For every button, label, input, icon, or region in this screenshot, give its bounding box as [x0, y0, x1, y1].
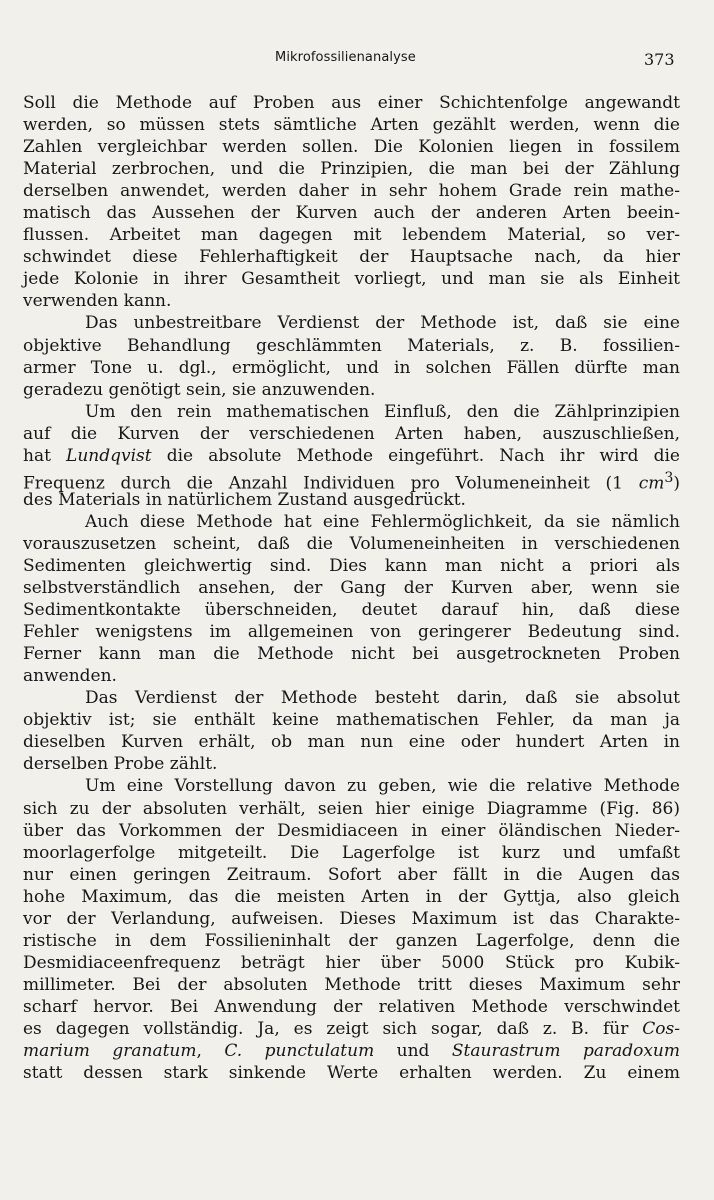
- text-line: sich zu der absoluten verhält, seien hier einige Diagramme (Fig. 86): [23, 798, 680, 819]
- text-line: Sedimentkontakte überschneiden, deutet darauf hin, daß diese: [23, 600, 680, 621]
- text-line: hohe Maximum, das die meisten Arten in der Gyttja, also gleich: [23, 886, 680, 907]
- text-line: anwenden.: [23, 666, 117, 687]
- text-line: jede Kolonie in ihrer Gesamtheit vorliegt, und man sie als Einheit: [23, 269, 680, 290]
- text-line: objektive Behandlung geschlämmten Materials, z. B. fossilien-: [23, 335, 680, 356]
- text-span: ,: [196, 1041, 225, 1062]
- text-line: Das Verdienst der Methode besteht darin, daß sie absolut: [85, 688, 680, 709]
- species-name: C. punctulatum: [224, 1041, 375, 1062]
- text-line: vor der Verlandung, aufweisen. Dieses Maximum ist das Charakte-: [23, 908, 680, 929]
- body-text: [23, 92, 680, 1084]
- text-line: matisch das Aussehen der Kurven auch der anderen Arten beein-: [23, 203, 680, 224]
- text-line: geradezu genötigt sein, sie anzuwenden.: [23, 379, 376, 400]
- page-header: [0, 48, 714, 72]
- text-line: Auch diese Methode hat eine Fehlermöglichkeit, da sie nämlich: [85, 511, 680, 532]
- text-line: Material zerbrochen, und die Prinzipien, die man bei der Zählung: [23, 159, 680, 180]
- text-span: die absolute Methode eingeführt. Nach ihr wird die: [151, 445, 680, 466]
- superscript: 3: [664, 469, 674, 486]
- text-line: Um eine Vorstellung davon zu geben, wie die relative Methode: [85, 776, 680, 797]
- text-line: moorlagerfolge mitgeteilt. Die Lagerfolge ist kurz und umfaßt: [23, 842, 680, 863]
- text-line: Zahlen vergleichbar werden sollen. Die Kolonien liegen in fossilem: [23, 137, 680, 158]
- text-line: auf die Kurven der verschiedenen Arten haben, auszuschließen,: [23, 423, 680, 444]
- species-name: marium granatum: [23, 1041, 197, 1062]
- text-line: ristische in dem Fossilieninhalt der ganzen Lagerfolge, denn die: [23, 930, 680, 951]
- text-line: selbstverständlich ansehen, der Gang der Kurven aber, wenn sie: [23, 578, 680, 599]
- text-span: Frequenz durch die Anzahl Individuen pro Volumeneinheit (1: [23, 473, 639, 494]
- text-line: Sedimenten gleichwertig sind. Dies kann man nicht a priori als: [23, 555, 680, 576]
- text-line: [23, 445, 680, 467]
- text-line: objektiv ist; sie enthält keine mathematischen Fehler, da man ja: [23, 710, 680, 731]
- author-name: Lundqvist: [66, 445, 152, 466]
- page-number: 373: [644, 50, 675, 69]
- text-line: dieselben Kurven erhält, ob man nun eine oder hundert Arten in: [23, 732, 680, 753]
- text-line: derselben Probe zählt.: [23, 754, 218, 775]
- text-line: armer Tone u. dgl., ermöglicht, und in solchen Fällen dürfte man: [23, 357, 680, 378]
- text-line: Desmidiaceenfrequenz beträgt hier über 5000 Stück pro Kubik-: [23, 952, 680, 973]
- text-line: [23, 1018, 680, 1040]
- text-line: Ferner kann man die Methode nicht bei ausgetrockneten Proben: [23, 644, 680, 665]
- text-line: scharf hervor. Bei Anwendung der relativen Methode verschwindet: [23, 996, 680, 1017]
- text-span: hat: [23, 445, 67, 466]
- text-span: ): [673, 473, 680, 494]
- text-line: über das Vorkommen der Desmidiaceen in einer öländischen Nieder-: [23, 820, 680, 841]
- text-line: millimeter. Bei der absoluten Methode tritt dieses Maximum sehr: [23, 974, 680, 995]
- text-line: vorauszusetzen scheint, daß die Volumeneinheiten in verschiedenen: [23, 533, 680, 554]
- unit-text: cm: [638, 473, 665, 494]
- text-line: [23, 1040, 680, 1062]
- text-line: Um den rein mathematischen Einfluß, den die Zählprinzipien: [85, 401, 680, 422]
- text-line: verwenden kann.: [23, 291, 172, 312]
- text-span: es dagegen vollständig. Ja, es zeigt sich sogar, daß z. B. für: [23, 1018, 643, 1039]
- text-line: schwindet diese Fehlerhaftigkeit der Hauptsache nach, da hier: [23, 247, 680, 268]
- species-name: Staurastrum paradoxum: [451, 1041, 680, 1062]
- text-line: Soll die Methode auf Proben aus einer Schichtenfolge angewandt: [23, 93, 680, 113]
- text-line: werden, so müssen stets sämtliche Arten gezählt werden, wenn die: [23, 115, 680, 136]
- text-line: flussen. Arbeitet man dagegen mit lebendem Material, so ver-: [23, 225, 680, 246]
- text-span: und: [374, 1041, 452, 1062]
- text-line: nur einen geringen Zeitraum. Sofort aber fällt in die Augen das: [23, 864, 680, 885]
- text-line: Fehler wenigstens im allgemeinen von geringerer Bedeutung sind.: [23, 622, 680, 643]
- text-line: [23, 467, 680, 494]
- text-line: derselben anwendet, werden daher in sehr hohem Grade rein mathe-: [23, 181, 680, 202]
- running-title: Mikrofossilienanalyse: [275, 50, 416, 65]
- text-line: des Materials in natürlichem Zustand ausgedrückt.: [23, 489, 466, 510]
- text-line: statt dessen stark sinkende Werte erhalten werden. Zu einem: [23, 1063, 680, 1084]
- species-name: Cos-: [642, 1018, 680, 1039]
- text-line: Das unbestreitbare Verdienst der Methode ist, daß sie eine: [85, 313, 680, 334]
